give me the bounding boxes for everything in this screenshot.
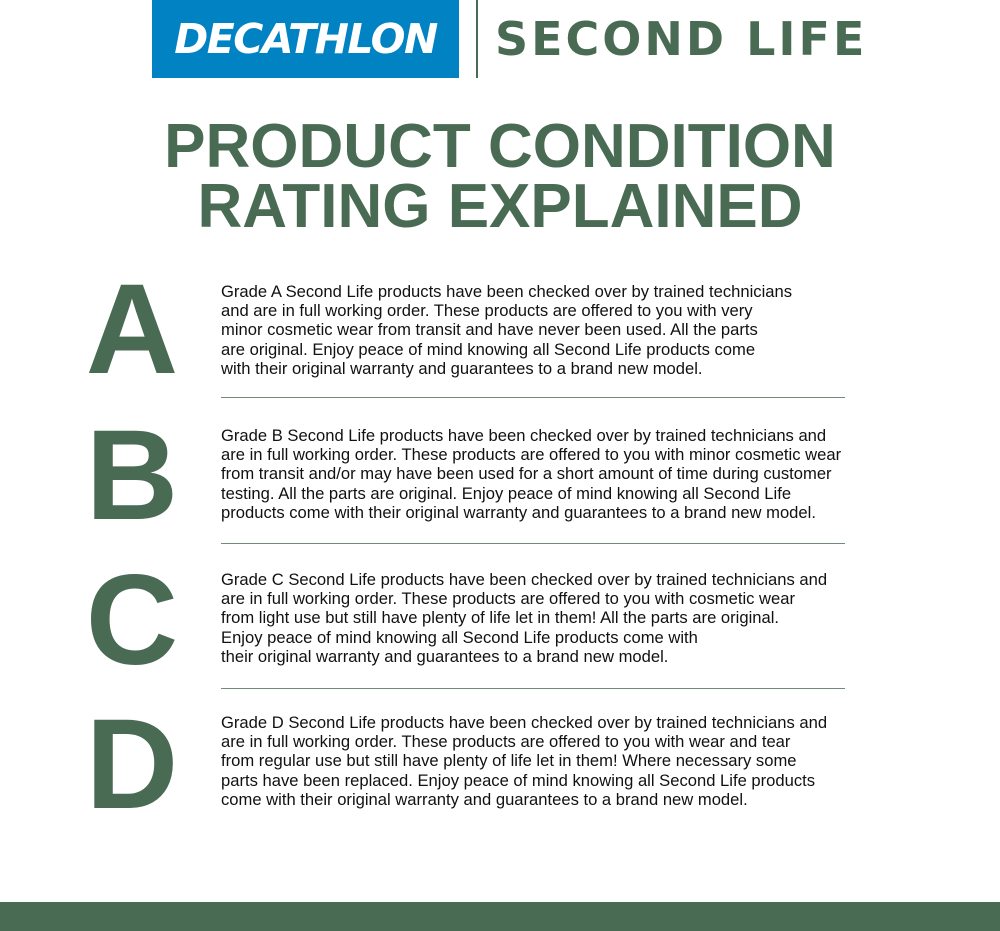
brand-header — [152, 0, 867, 78]
grade-c-description: Grade C Second Life products have been checked over by trained technicians and are in full working order. These products are offered to you with cosmetic wear from light use but still have plenty of life let in them! All the parts are original. Enjoy peace of mind knowing all Second Life products come with their original warranty and guarantees to a brand new model. — [221, 570, 828, 666]
grade-divider — [221, 397, 845, 398]
page-title-line-1: PRODUCT CONDITION — [164, 112, 836, 181]
grade-divider — [221, 688, 845, 689]
header-divider — [476, 0, 478, 78]
grade-divider — [221, 543, 845, 544]
decathlon-logo: DECATHLON — [152, 0, 459, 78]
grade-b-letter: B — [85, 404, 179, 547]
grade-c-letter: C — [85, 549, 179, 692]
grade-a-description: Grade A Second Life products have been checked over by trained technicians and are in full working order. These products are offered to you with very minor cosmetic wear from transit and have never been used. All the parts are original. Enjoy peace of mind knowing all Second Life products come with their original warranty and guarantees to a brand new model. — [221, 282, 793, 378]
grade-d-letter: D — [85, 693, 179, 836]
second-life-wordmark: SECOND LIFE — [495, 12, 868, 66]
grade-b-description: Grade B Second Life products have been checked over by trained technicians and are in full working order. These products are offered to you with minor cosmetic wear from transit and/or may have been used for a short amount of time during customer testing. All the parts are original. Enjoy peace of mind knowing all Second Life products come with their original warranty and guarantees to a brand new model. — [221, 426, 842, 522]
page-title-line-2: RATING EXPLAINED — [197, 172, 803, 241]
grade-d-description: Grade D Second Life products have been checked over by trained technicians and are in full working order. These products are offered to you with wear and tear from regular use but still have plenty of life let in them! Where necessary some parts have been replaced. Enjoy peace of mind knowing all Second Life products come with their original warranty and guarantees to a brand new model. — [221, 713, 828, 809]
grade-a-letter: A — [85, 258, 179, 401]
footer-bar — [0, 902, 1000, 931]
